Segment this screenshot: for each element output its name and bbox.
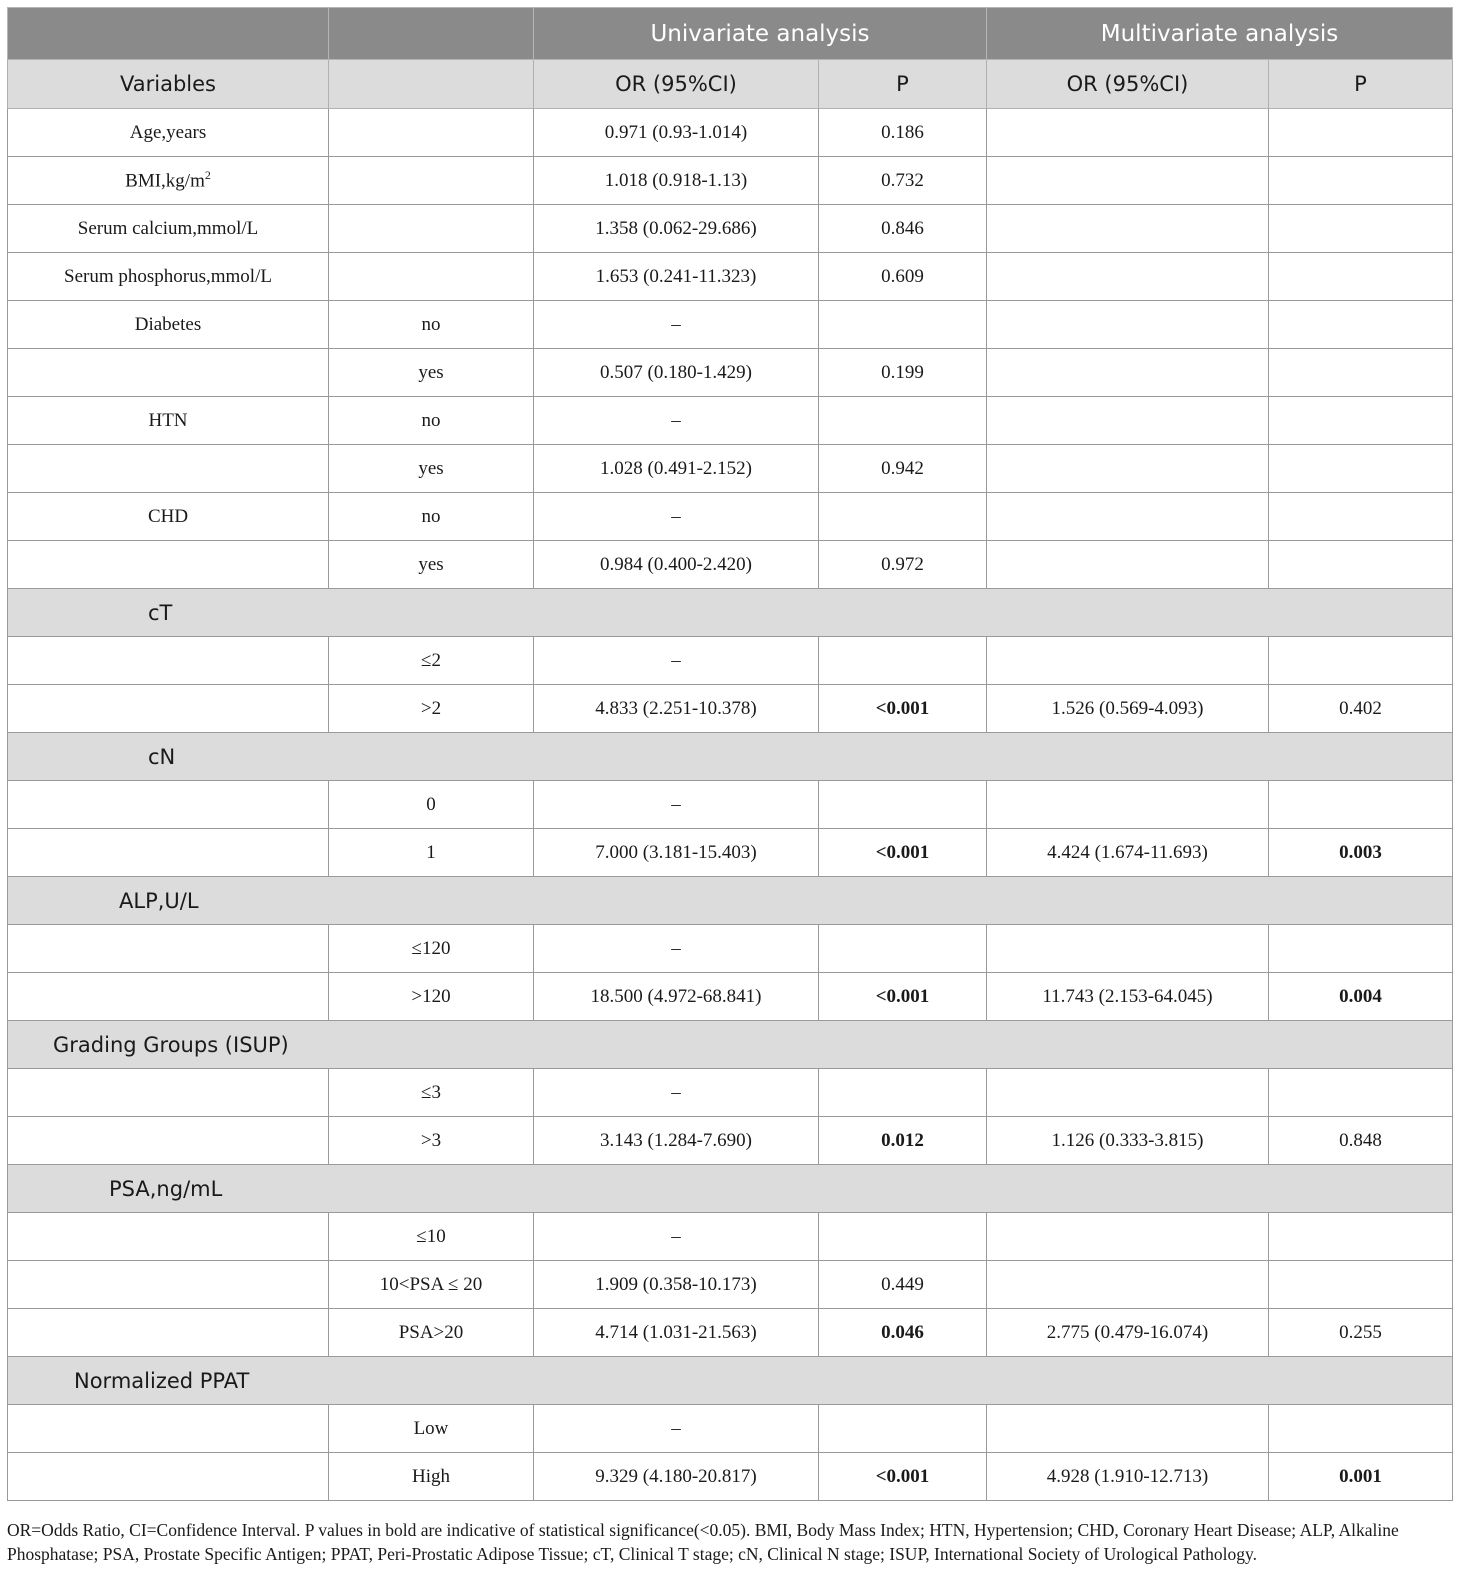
group-label [8, 1165, 1453, 1213]
table-row [8, 781, 1453, 829]
cell-text: High [412, 1465, 450, 1487]
cell-variable [8, 205, 329, 253]
cell-uni-or [534, 925, 819, 973]
header-row-columns [8, 60, 1453, 109]
cell-text: 0.848 [1339, 1129, 1382, 1151]
cell-uni-or [534, 493, 819, 541]
header-blank-2 [329, 8, 534, 60]
cell-variable [8, 109, 329, 157]
cell-text: >2 [420, 697, 442, 719]
cell-text: ≤120 [411, 937, 451, 959]
cell-text: 1.358 (0.062-29.686) [595, 217, 757, 239]
cell-multi-or [987, 1453, 1269, 1501]
cell-multi-or [987, 1213, 1269, 1261]
cell-multi-p [1269, 1309, 1453, 1357]
cell-uni-p [819, 637, 987, 685]
cell-level [329, 1261, 534, 1309]
cell-text: 0.846 [881, 217, 924, 239]
table-row [8, 157, 1453, 205]
table-row [8, 685, 1453, 733]
cell-uni-p [819, 541, 987, 589]
cell-variable [8, 445, 329, 493]
cell-level [329, 493, 534, 541]
cell-multi-or [987, 253, 1269, 301]
cell-uni-or [534, 253, 819, 301]
header-uni-p: P [819, 60, 987, 109]
cell-text: Serum phosphorus,mmol/L [64, 265, 272, 287]
table-footnote: OR=Odds Ratio, CI=Confidence Interval. P values in bold are indicative of statistical significance(<0.05). BMI, Body Mass Index; HTN, Hypertension; CHD, Coronary Heart Disease; ALP, Alkaline Phosphatase; PSA, Prostate Specific Antigen; PPAT, Peri-Prostatic Adipose Tissue; cT, Clinical T stage; cN, Clinical N stage; ISUP, International Society of Urological Pathology. [7, 1520, 1399, 1564]
cell-text: 1.526 (0.569-4.093) [1051, 697, 1204, 719]
cell-text: 10<PSA ≤ 20 [379, 1273, 483, 1295]
cell-text: 0.003 [1339, 841, 1382, 863]
cell-text: 4.714 (1.031-21.563) [595, 1321, 757, 1343]
cell-uni-p [819, 1405, 987, 1453]
cell-multi-or [987, 829, 1269, 877]
cell-variable [8, 781, 329, 829]
cell-multi-p [1269, 445, 1453, 493]
table-row [8, 445, 1453, 493]
cell-multi-p [1269, 205, 1453, 253]
table-row [8, 973, 1453, 1021]
cell-variable [8, 493, 329, 541]
cell-variable [8, 925, 329, 973]
cell-text: 0.609 [881, 265, 924, 287]
cell-level [329, 1405, 534, 1453]
cell-uni-p [819, 1213, 987, 1261]
cell-text: no [421, 409, 441, 431]
cell-uni-or [534, 1405, 819, 1453]
cell-level [329, 781, 534, 829]
cell-text: 18.500 (4.972-68.841) [590, 985, 762, 1007]
cell-text: – [671, 409, 681, 431]
cell-level [329, 925, 534, 973]
cell-variable [8, 1117, 329, 1165]
cell-text: 0.732 [881, 169, 924, 191]
group-label [8, 1357, 1453, 1405]
cell-text: BMI,kg/m [125, 170, 205, 192]
group-label [8, 877, 1453, 925]
cell-uni-or [534, 1453, 819, 1501]
header-multivariate: Multivariate analysis [987, 8, 1453, 60]
cell-multi-p [1269, 685, 1453, 733]
cell-multi-p [1269, 253, 1453, 301]
cell-multi-or [987, 301, 1269, 349]
group-label-text: cN [148, 744, 176, 769]
cell-variable [8, 829, 329, 877]
cell-text: 9.329 (4.180-20.817) [595, 1465, 757, 1487]
header-blank-1 [8, 8, 329, 60]
cell-text: 0.972 [881, 553, 924, 575]
cell-text: ≤2 [421, 649, 441, 671]
cell-multi-or [987, 1117, 1269, 1165]
cell-multi-or [987, 973, 1269, 1021]
cell-multi-p [1269, 1405, 1453, 1453]
cell-level [329, 109, 534, 157]
table-row [8, 1069, 1453, 1117]
cell-level [329, 445, 534, 493]
cell-text: no [421, 313, 441, 335]
cell-uni-or [534, 397, 819, 445]
group-label [8, 733, 1453, 781]
cell-text: 1 [426, 841, 436, 863]
group-row [8, 1021, 1453, 1069]
table-row [8, 829, 1453, 877]
cell-text: 1.018 (0.918-1.13) [604, 169, 748, 191]
cell-level [329, 349, 534, 397]
cell-uni-p [819, 253, 987, 301]
table-row [8, 541, 1453, 589]
cell-uni-or [534, 205, 819, 253]
cell-level [329, 1309, 534, 1357]
header-level [329, 60, 534, 109]
cell-text: 0.402 [1339, 697, 1382, 719]
header-univariate: Univariate analysis [534, 8, 987, 60]
cell-uni-or [534, 109, 819, 157]
cell-text: – [671, 937, 681, 959]
cell-multi-p [1269, 109, 1453, 157]
cell-text: 4.424 (1.674-11.693) [1047, 841, 1208, 863]
cell-uni-or [534, 1261, 819, 1309]
cell-uni-or [534, 541, 819, 589]
cell-level [329, 1213, 534, 1261]
cell-text: >3 [420, 1129, 442, 1151]
cell-uni-p [819, 829, 987, 877]
cell-uni-p [819, 157, 987, 205]
group-row [8, 589, 1453, 637]
cell-variable [8, 301, 329, 349]
cell-text: 0.507 (0.180-1.429) [600, 361, 752, 383]
table-row [8, 1213, 1453, 1261]
cell-multi-p [1269, 781, 1453, 829]
cell-text: PSA>20 [398, 1321, 464, 1343]
header-multi-or: OR (95%CI) [987, 60, 1269, 109]
cell-text: 0.012 [881, 1129, 924, 1151]
cell-uni-or [534, 1213, 819, 1261]
cell-level [329, 205, 534, 253]
cell-text: <0.001 [875, 841, 930, 863]
table-row [8, 397, 1453, 445]
group-label-text: Normalized PPAT [74, 1368, 250, 1393]
cell-text: 0.001 [1339, 1465, 1382, 1487]
cell-text: Serum calcium,mmol/L [77, 217, 259, 239]
cell-variable [8, 1453, 329, 1501]
cell-text: 0.199 [881, 361, 924, 383]
group-label [8, 1021, 1453, 1069]
cell-text: ≤3 [421, 1081, 441, 1103]
cell-level [329, 397, 534, 445]
cell-multi-or [987, 445, 1269, 493]
group-row [8, 733, 1453, 781]
cell-uni-or [534, 781, 819, 829]
cell-multi-or [987, 1405, 1269, 1453]
cell-multi-or [987, 1261, 1269, 1309]
cell-multi-or [987, 1309, 1269, 1357]
cell-text: – [671, 313, 681, 335]
cell-uni-or [534, 973, 819, 1021]
group-label-text: ALP,U/L [119, 888, 199, 913]
cell-multi-p [1269, 637, 1453, 685]
cell-variable [8, 685, 329, 733]
table-row [8, 1261, 1453, 1309]
cell-text: – [671, 1225, 681, 1247]
cell-uni-or [534, 637, 819, 685]
cell-level [329, 637, 534, 685]
group-row [8, 1165, 1453, 1213]
cell-multi-p [1269, 973, 1453, 1021]
table-body [8, 109, 1453, 1501]
cell-multi-or [987, 685, 1269, 733]
cell-multi-p [1269, 1069, 1453, 1117]
cell-uni-p [819, 301, 987, 349]
cell-uni-p [819, 1117, 987, 1165]
cell-multi-p [1269, 157, 1453, 205]
cell-uni-p [819, 205, 987, 253]
cell-variable [8, 349, 329, 397]
header-variables: Variables [8, 60, 329, 109]
cell-uni-p [819, 1309, 987, 1357]
group-label [8, 589, 1453, 637]
cell-text: – [671, 649, 681, 671]
cell-text: 3.143 (1.284-7.690) [600, 1129, 752, 1151]
cell-variable [8, 1309, 329, 1357]
cell-text: 0 [426, 793, 436, 815]
cell-uni-p [819, 397, 987, 445]
cell-text: 0.942 [881, 457, 924, 479]
cell-level [329, 1117, 534, 1165]
cell-variable [8, 1405, 329, 1453]
cell-uni-or [534, 829, 819, 877]
cell-text: 1.909 (0.358-10.173) [595, 1273, 757, 1295]
cell-text: <0.001 [875, 985, 930, 1007]
cell-uni-p [819, 349, 987, 397]
cell-text: 11.743 (2.153-64.045) [1042, 985, 1213, 1007]
cell-variable [8, 397, 329, 445]
cell-text: – [671, 793, 681, 815]
cell-multi-or [987, 397, 1269, 445]
group-label-text: PSA,ng/mL [109, 1176, 223, 1201]
cell-uni-or [534, 685, 819, 733]
cell-uni-p [819, 109, 987, 157]
cell-multi-p [1269, 397, 1453, 445]
cell-text: – [671, 1081, 681, 1103]
cell-variable [8, 541, 329, 589]
cell-text: 4.833 (2.251-10.378) [595, 697, 757, 719]
cell-multi-p [1269, 301, 1453, 349]
cell-text: >120 [411, 985, 451, 1007]
cell-uni-p [819, 685, 987, 733]
cell-multi-p [1269, 1261, 1453, 1309]
cell-uni-p [819, 781, 987, 829]
cell-multi-or [987, 781, 1269, 829]
cell-multi-or [987, 541, 1269, 589]
cell-text: 1.126 (0.333-3.815) [1051, 1129, 1204, 1151]
group-label-text: Grading Groups (ISUP) [53, 1032, 289, 1057]
cell-text: 0.984 (0.400-2.420) [600, 553, 752, 575]
table-row [8, 301, 1453, 349]
table-row [8, 1117, 1453, 1165]
cell-uni-or [534, 157, 819, 205]
cell-text: – [671, 1417, 681, 1439]
table-row [8, 1309, 1453, 1357]
cell-multi-or [987, 493, 1269, 541]
cell-multi-p [1269, 1213, 1453, 1261]
cell-level [329, 973, 534, 1021]
cell-text: 0.046 [881, 1321, 924, 1343]
table-row [8, 109, 1453, 157]
cell-text: CHD [147, 505, 189, 527]
cell-uni-or [534, 445, 819, 493]
results-table-container [7, 7, 1452, 1501]
table-row [8, 253, 1453, 301]
cell-uni-or [534, 1309, 819, 1357]
cell-level [329, 253, 534, 301]
cell-text: 2.775 (0.479-16.074) [1046, 1321, 1209, 1343]
cell-text: 1.653 (0.241-11.323) [595, 265, 757, 287]
cell-uni-p [819, 445, 987, 493]
header-uni-or: OR (95%CI) [534, 60, 819, 109]
cell-text: 0.971 (0.93-1.014) [604, 121, 748, 143]
cell-text: Diabetes [134, 313, 202, 335]
cell-text: HTN [148, 409, 188, 431]
cell-text: 0.004 [1339, 985, 1382, 1007]
header-row-analysis [8, 8, 1453, 60]
cell-multi-or [987, 157, 1269, 205]
group-row [8, 1357, 1453, 1405]
cell-variable [8, 637, 329, 685]
cell-multi-or [987, 1069, 1269, 1117]
cell-multi-p [1269, 1117, 1453, 1165]
cell-level [329, 157, 534, 205]
table-row [8, 637, 1453, 685]
cell-variable [8, 157, 329, 205]
cell-uni-p [819, 1261, 987, 1309]
cell-variable [8, 1069, 329, 1117]
cell-uni-or [534, 349, 819, 397]
cell-text: no [421, 505, 441, 527]
cell-multi-p [1269, 1453, 1453, 1501]
table-row [8, 349, 1453, 397]
cell-uni-p [819, 1453, 987, 1501]
cell-multi-or [987, 205, 1269, 253]
cell-uni-p [819, 973, 987, 1021]
cell-variable [8, 1213, 329, 1261]
cell-text: 4.928 (1.910-12.713) [1046, 1465, 1209, 1487]
cell-multi-p [1269, 541, 1453, 589]
cell-uni-or [534, 301, 819, 349]
cell-level [329, 1453, 534, 1501]
cell-multi-p [1269, 349, 1453, 397]
superscript: 2 [204, 168, 211, 183]
cell-level [329, 541, 534, 589]
cell-uni-p [819, 493, 987, 541]
cell-multi-or [987, 349, 1269, 397]
cell-uni-p [819, 925, 987, 973]
cell-level [329, 685, 534, 733]
cell-multi-or [987, 925, 1269, 973]
cell-multi-or [987, 109, 1269, 157]
cell-variable [8, 973, 329, 1021]
cell-text: yes [418, 361, 444, 383]
table-row [8, 205, 1453, 253]
table-row [8, 493, 1453, 541]
cell-text: ≤10 [416, 1225, 446, 1247]
cell-text: – [671, 505, 681, 527]
group-row [8, 877, 1453, 925]
header-multi-p: P [1269, 60, 1453, 109]
cell-text: <0.001 [875, 697, 930, 719]
cell-multi-p [1269, 925, 1453, 973]
cell-level [329, 301, 534, 349]
cell-text: 7.000 (3.181-15.403) [595, 841, 757, 863]
cell-variable [8, 253, 329, 301]
cell-text: 0.449 [881, 1273, 924, 1295]
logistic-regression-table [7, 7, 1453, 1501]
cell-multi-p [1269, 493, 1453, 541]
cell-text: <0.001 [875, 1465, 930, 1487]
cell-text: Low [413, 1417, 449, 1439]
group-label-text: cT [148, 600, 173, 625]
cell-multi-p [1269, 829, 1453, 877]
table-row [8, 1405, 1453, 1453]
cell-text: yes [418, 457, 444, 479]
cell-text: 0.255 [1339, 1321, 1382, 1343]
cell-text: Age,years [129, 121, 207, 143]
cell-text: 0.186 [881, 121, 924, 143]
cell-text: yes [418, 553, 444, 575]
cell-uni-p [819, 1069, 987, 1117]
cell-uni-or [534, 1069, 819, 1117]
cell-level [329, 1069, 534, 1117]
cell-multi-or [987, 637, 1269, 685]
cell-text: 1.028 (0.491-2.152) [600, 457, 752, 479]
cell-level [329, 829, 534, 877]
table-row [8, 1453, 1453, 1501]
cell-variable [8, 1261, 329, 1309]
cell-uni-or [534, 1117, 819, 1165]
table-row [8, 925, 1453, 973]
